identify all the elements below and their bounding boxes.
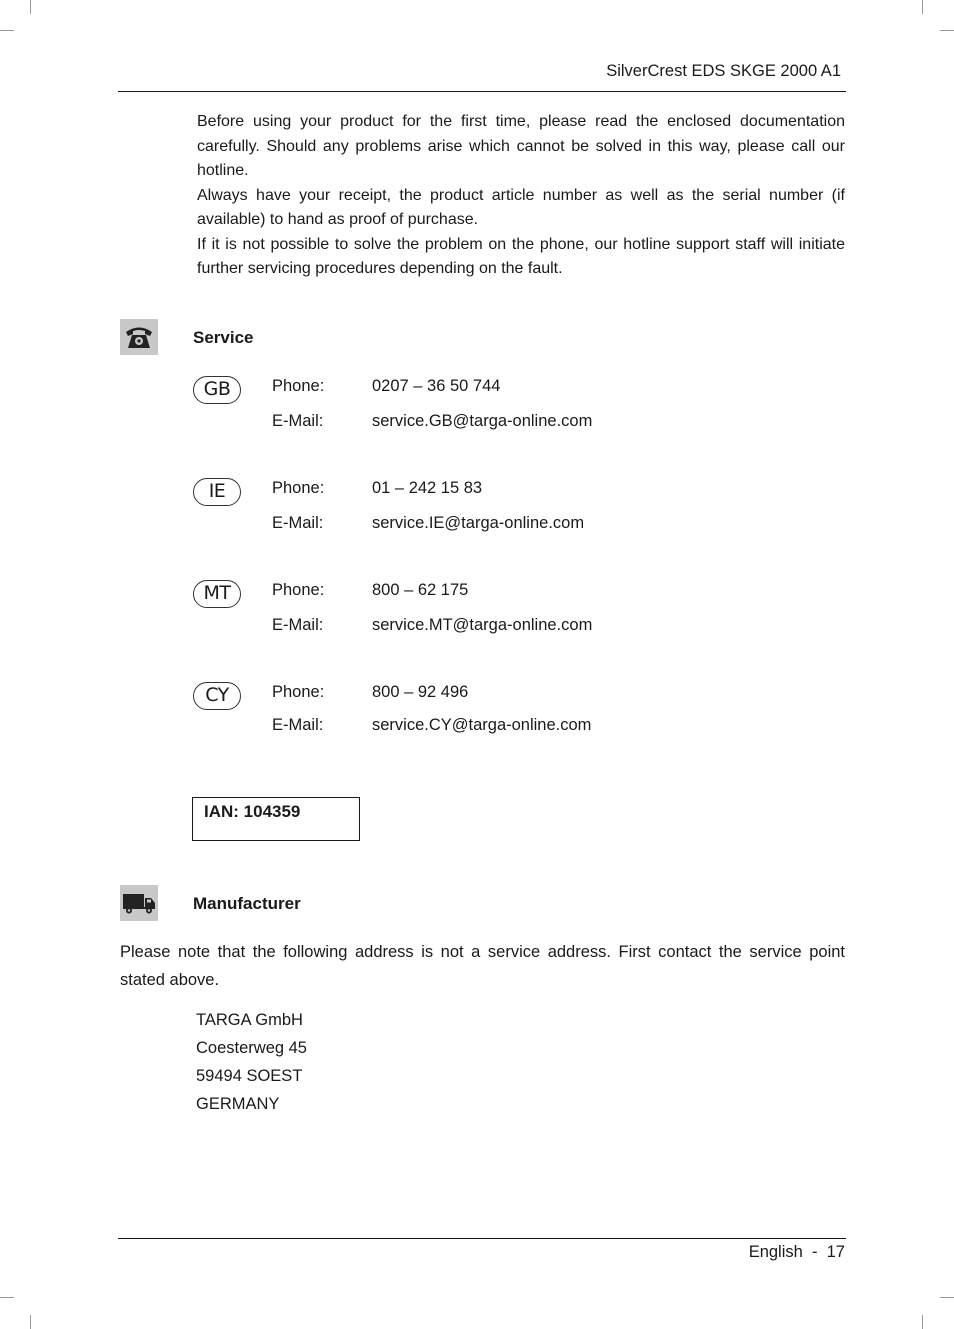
crop-mark (30, 0, 31, 14)
email-label: E-Mail: (272, 616, 324, 634)
phone-label: Phone: (272, 377, 325, 395)
truck-icon (120, 885, 158, 921)
email-row (272, 616, 592, 635)
phone-label: Phone: (272, 581, 325, 599)
ian-number: IAN: 104359 (204, 802, 301, 821)
manufacturer-note: Please note that the following address is not a service address. First contact the service point stated above. (120, 943, 845, 989)
email-address[interactable]: service.MT@targa-online.com (372, 616, 593, 634)
intro-paragraph: If it is not possible to solve the problem on the phone, our hotline support staff will initiate further servicing procedures depending on the fault. (197, 235, 845, 277)
crop-mark (0, 30, 14, 31)
phone-number: 800 – 62 175 (372, 581, 469, 599)
crop-mark (940, 1297, 954, 1298)
phone-row (272, 479, 482, 498)
country-block-mt (193, 580, 693, 640)
ian-box (192, 797, 360, 841)
intro-paragraph: Before using your product for the first time, please read the enclosed documentation carefully. Should any problems arise which cannot be solved in this way, please call our hotline. (197, 113, 845, 179)
address-line: TARGA GmbH (196, 1011, 303, 1029)
crop-mark (940, 30, 954, 31)
crop-mark (30, 1315, 31, 1329)
phone-label: Phone: (272, 683, 325, 701)
address-line: Coesterweg 45 (196, 1039, 307, 1057)
page-header: SilverCrest EDS SKGE 2000 A1 (606, 62, 841, 80)
footer-rule (118, 1238, 846, 1239)
header-rule (118, 91, 846, 92)
email-label: E-Mail: (272, 514, 324, 532)
country-code-badge: MT (193, 580, 241, 608)
intro-text (197, 110, 845, 282)
manufacturer-address (196, 1006, 307, 1118)
email-label: E-Mail: (272, 716, 324, 734)
service-title: Service (193, 328, 254, 347)
crop-mark (922, 1315, 923, 1329)
country-block-gb (193, 376, 693, 436)
manufacturer-title: Manufacturer (193, 894, 301, 913)
email-row (272, 716, 591, 735)
country-code-badge: CY (193, 682, 241, 710)
email-address[interactable]: service.CY@targa-online.com (372, 716, 592, 734)
phone-number: 01 – 242 15 83 (372, 479, 483, 497)
phone-number: 800 – 92 496 (372, 683, 469, 701)
email-address[interactable]: service.GB@targa-online.com (372, 412, 593, 430)
intro-paragraph: Always have your receipt, the product article number as well as the serial number (if available) to hand as proof of purchase. (197, 186, 845, 228)
email-label: E-Mail: (272, 412, 324, 430)
phone-row (272, 377, 500, 396)
country-code-badge: GB (193, 376, 241, 404)
page-footer: English - 17 (748, 1243, 845, 1261)
email-address[interactable]: service.IE@targa-online.com (372, 514, 585, 532)
phone-label: Phone: (272, 479, 325, 497)
address-line: GERMANY (196, 1095, 280, 1113)
phone-row (272, 581, 468, 600)
address-line: 59494 SOEST (196, 1067, 303, 1085)
crop-mark (922, 0, 923, 14)
country-code-badge: IE (193, 478, 241, 506)
telephone-icon (120, 319, 158, 355)
email-row (272, 412, 592, 431)
email-row (272, 514, 584, 533)
phone-number: 0207 – 36 50 744 (372, 377, 501, 395)
country-block-ie (193, 478, 693, 538)
country-block-cy (193, 682, 693, 742)
crop-mark (0, 1297, 14, 1298)
phone-row (272, 683, 468, 702)
